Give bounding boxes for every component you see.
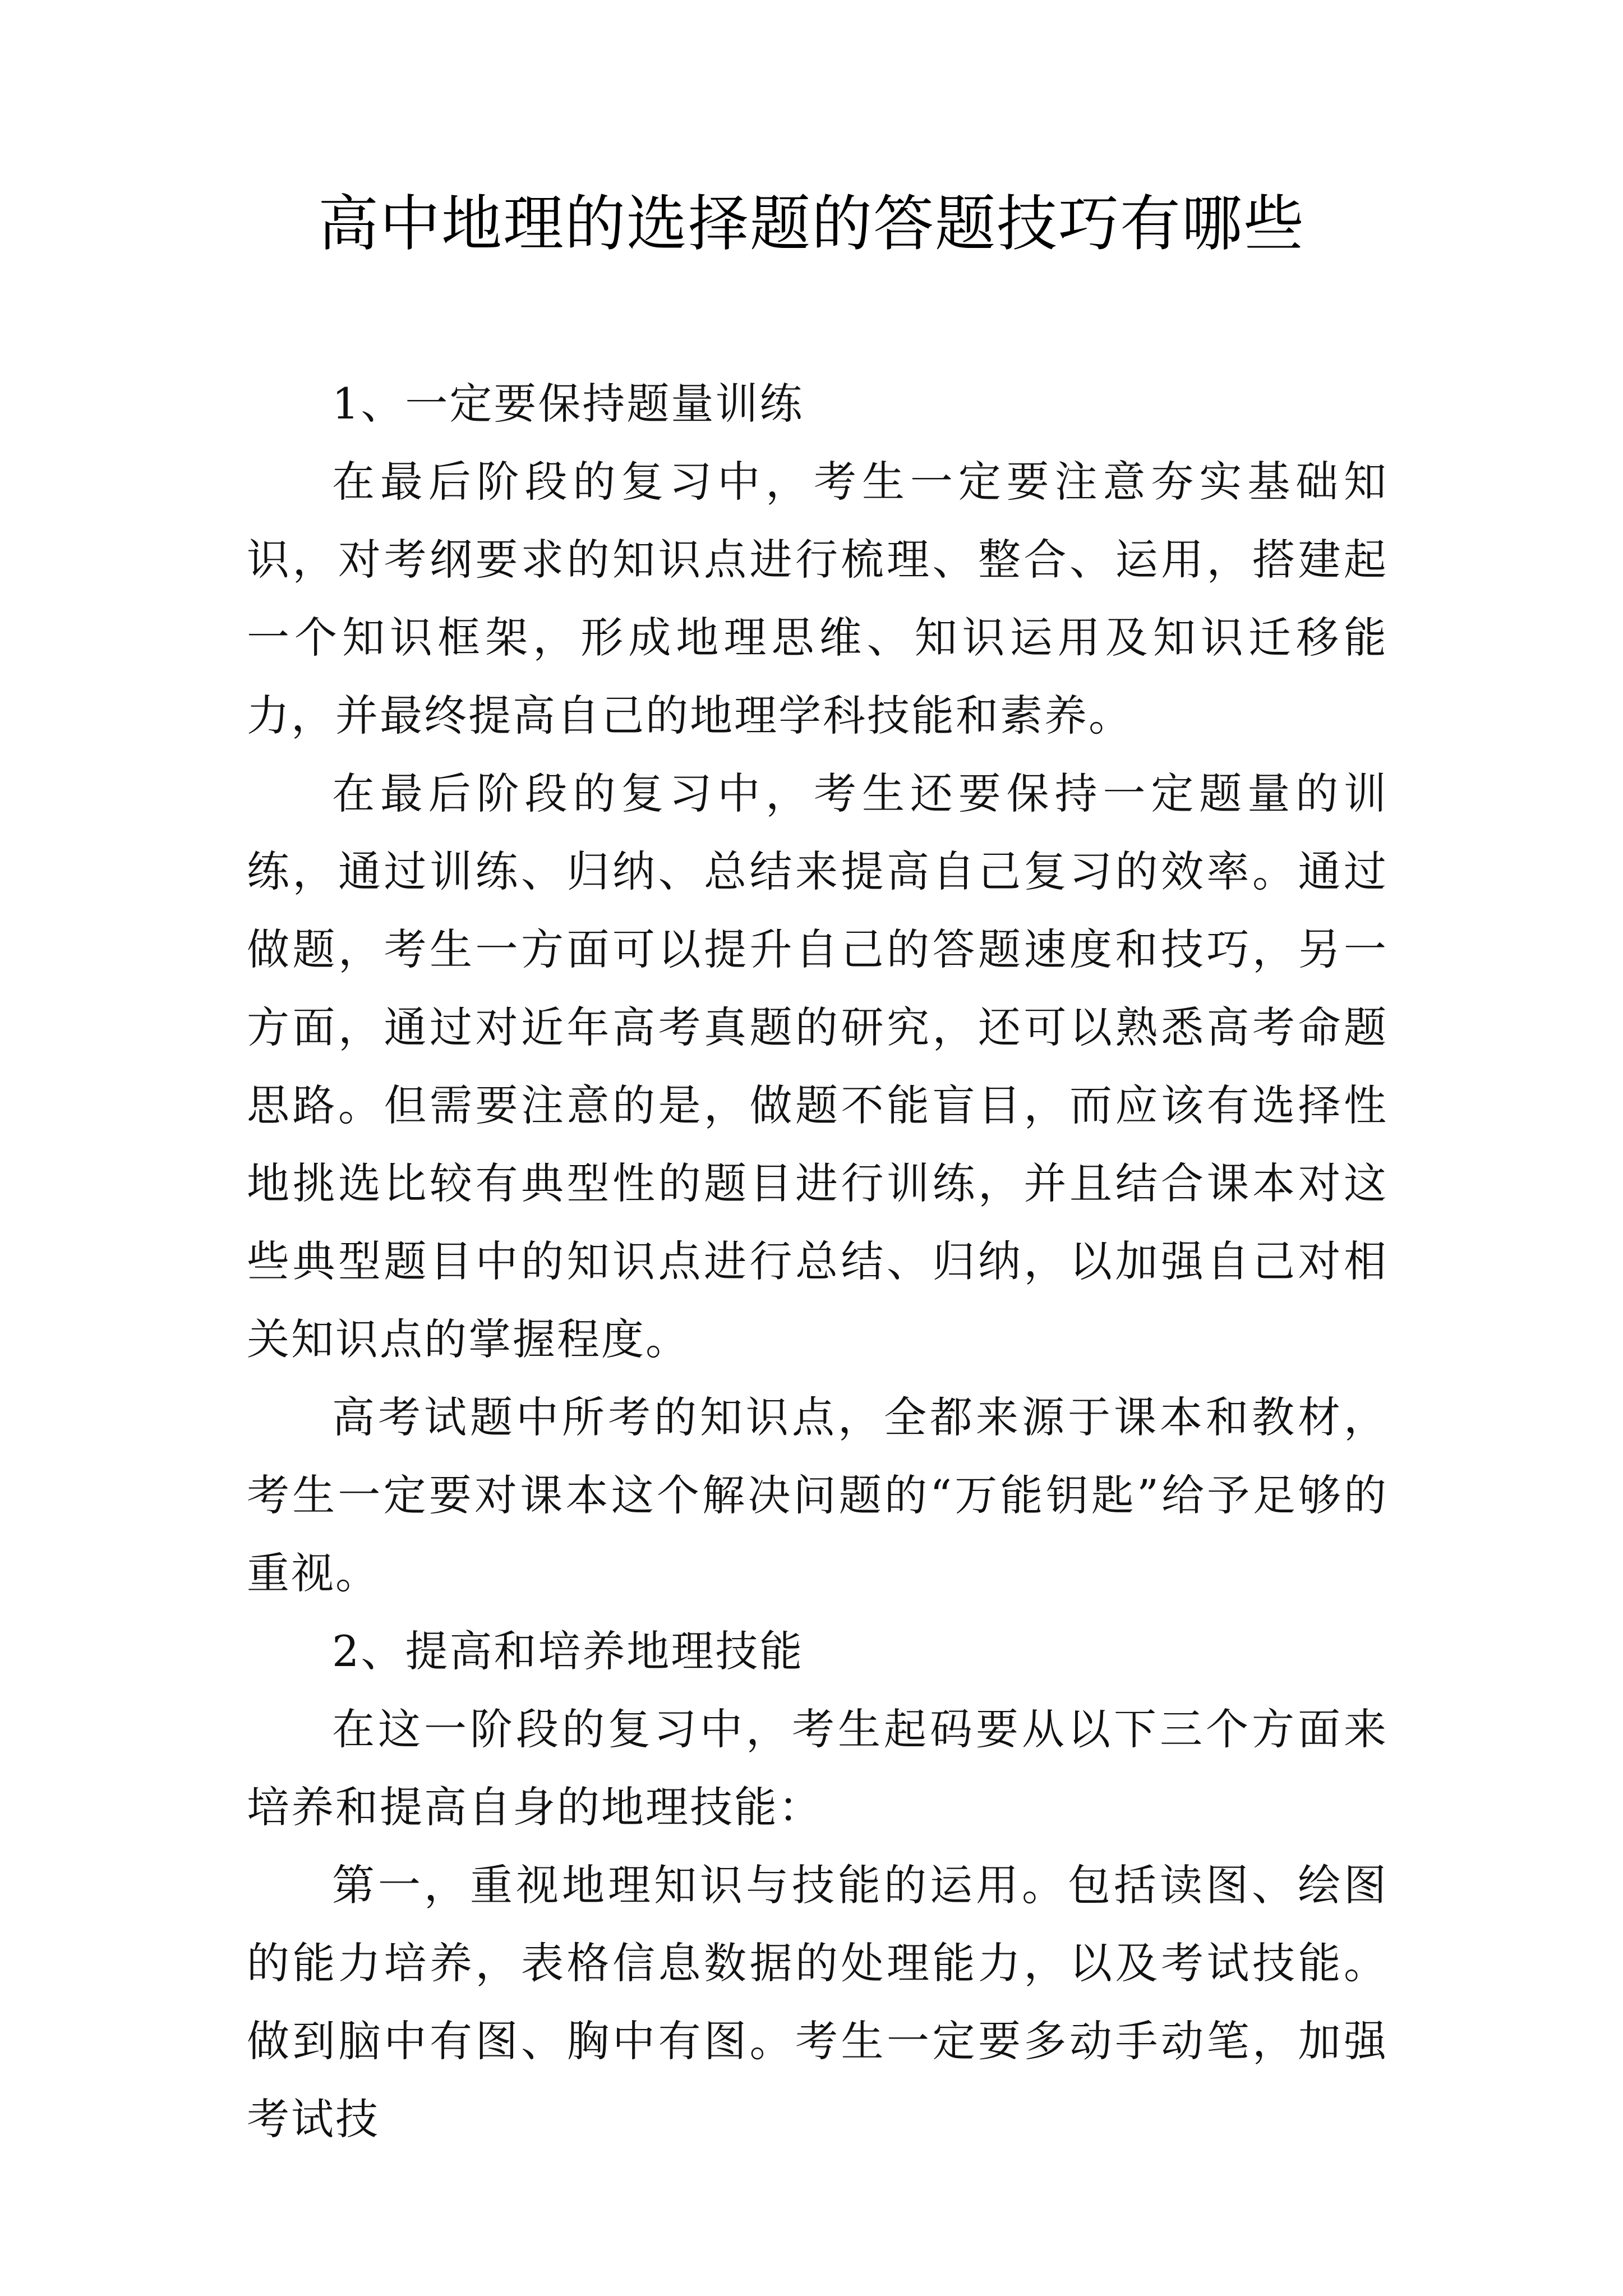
paragraph: 在最后阶段的复习中，考生还要保持一定题量的训练，通过训练、归纳、总结来提高自己复习的效率。通过做题，考生一方面可以提升自己的答题速度和技巧，另一方面，通过对近年高考真题的研究，还可以熟悉高考命题思路。但需要注意的是，做题不能盲目，而应该有选择性地挑选比较有典型性的题目进行训练，并且结合课本对这些典型题目中的知识点进行总结、归纳，以加强自己对相关知识点的掌握程度。 [247,769,1388,1364]
paragraph: 高考试题中所考的知识点，全都来源于课本和教材，考生一定要对课本这个解决问题的“万能钥匙”给予足够的重视。 [247,1392,1388,1598]
paragraph: 第一，重视地理知识与技能的运用。包括读图、绘图的能力培养，表格信息数据的处理能力，以及考试技能。做到脑中有图、胸中有图。考生一定要多动手动笔，加强考试技 [247,1860,1388,2144]
document-title: 高中地理的选择题的答题技巧有哪些 [317,189,1305,259]
paragraph: 2、提高和培养地理技能 [332,1626,804,1676]
paragraph: 1、一定要保持题量训练 [332,379,804,429]
paragraph: 在最后阶段的复习中，考生一定要注意夯实基础知识，对考纲要求的知识点进行梳理、整合、运用，搭建起一个知识框架，形成地理思维、知识运用及知识迁移能力，并最终提高自己的地理学科技能和素养。 [247,457,1388,740]
document-body [247,365,1388,2158]
paragraph: 在这一阶段的复习中，考生起码要从以下三个方面来培养和提高自身的地理技能： [247,1704,1388,1832]
